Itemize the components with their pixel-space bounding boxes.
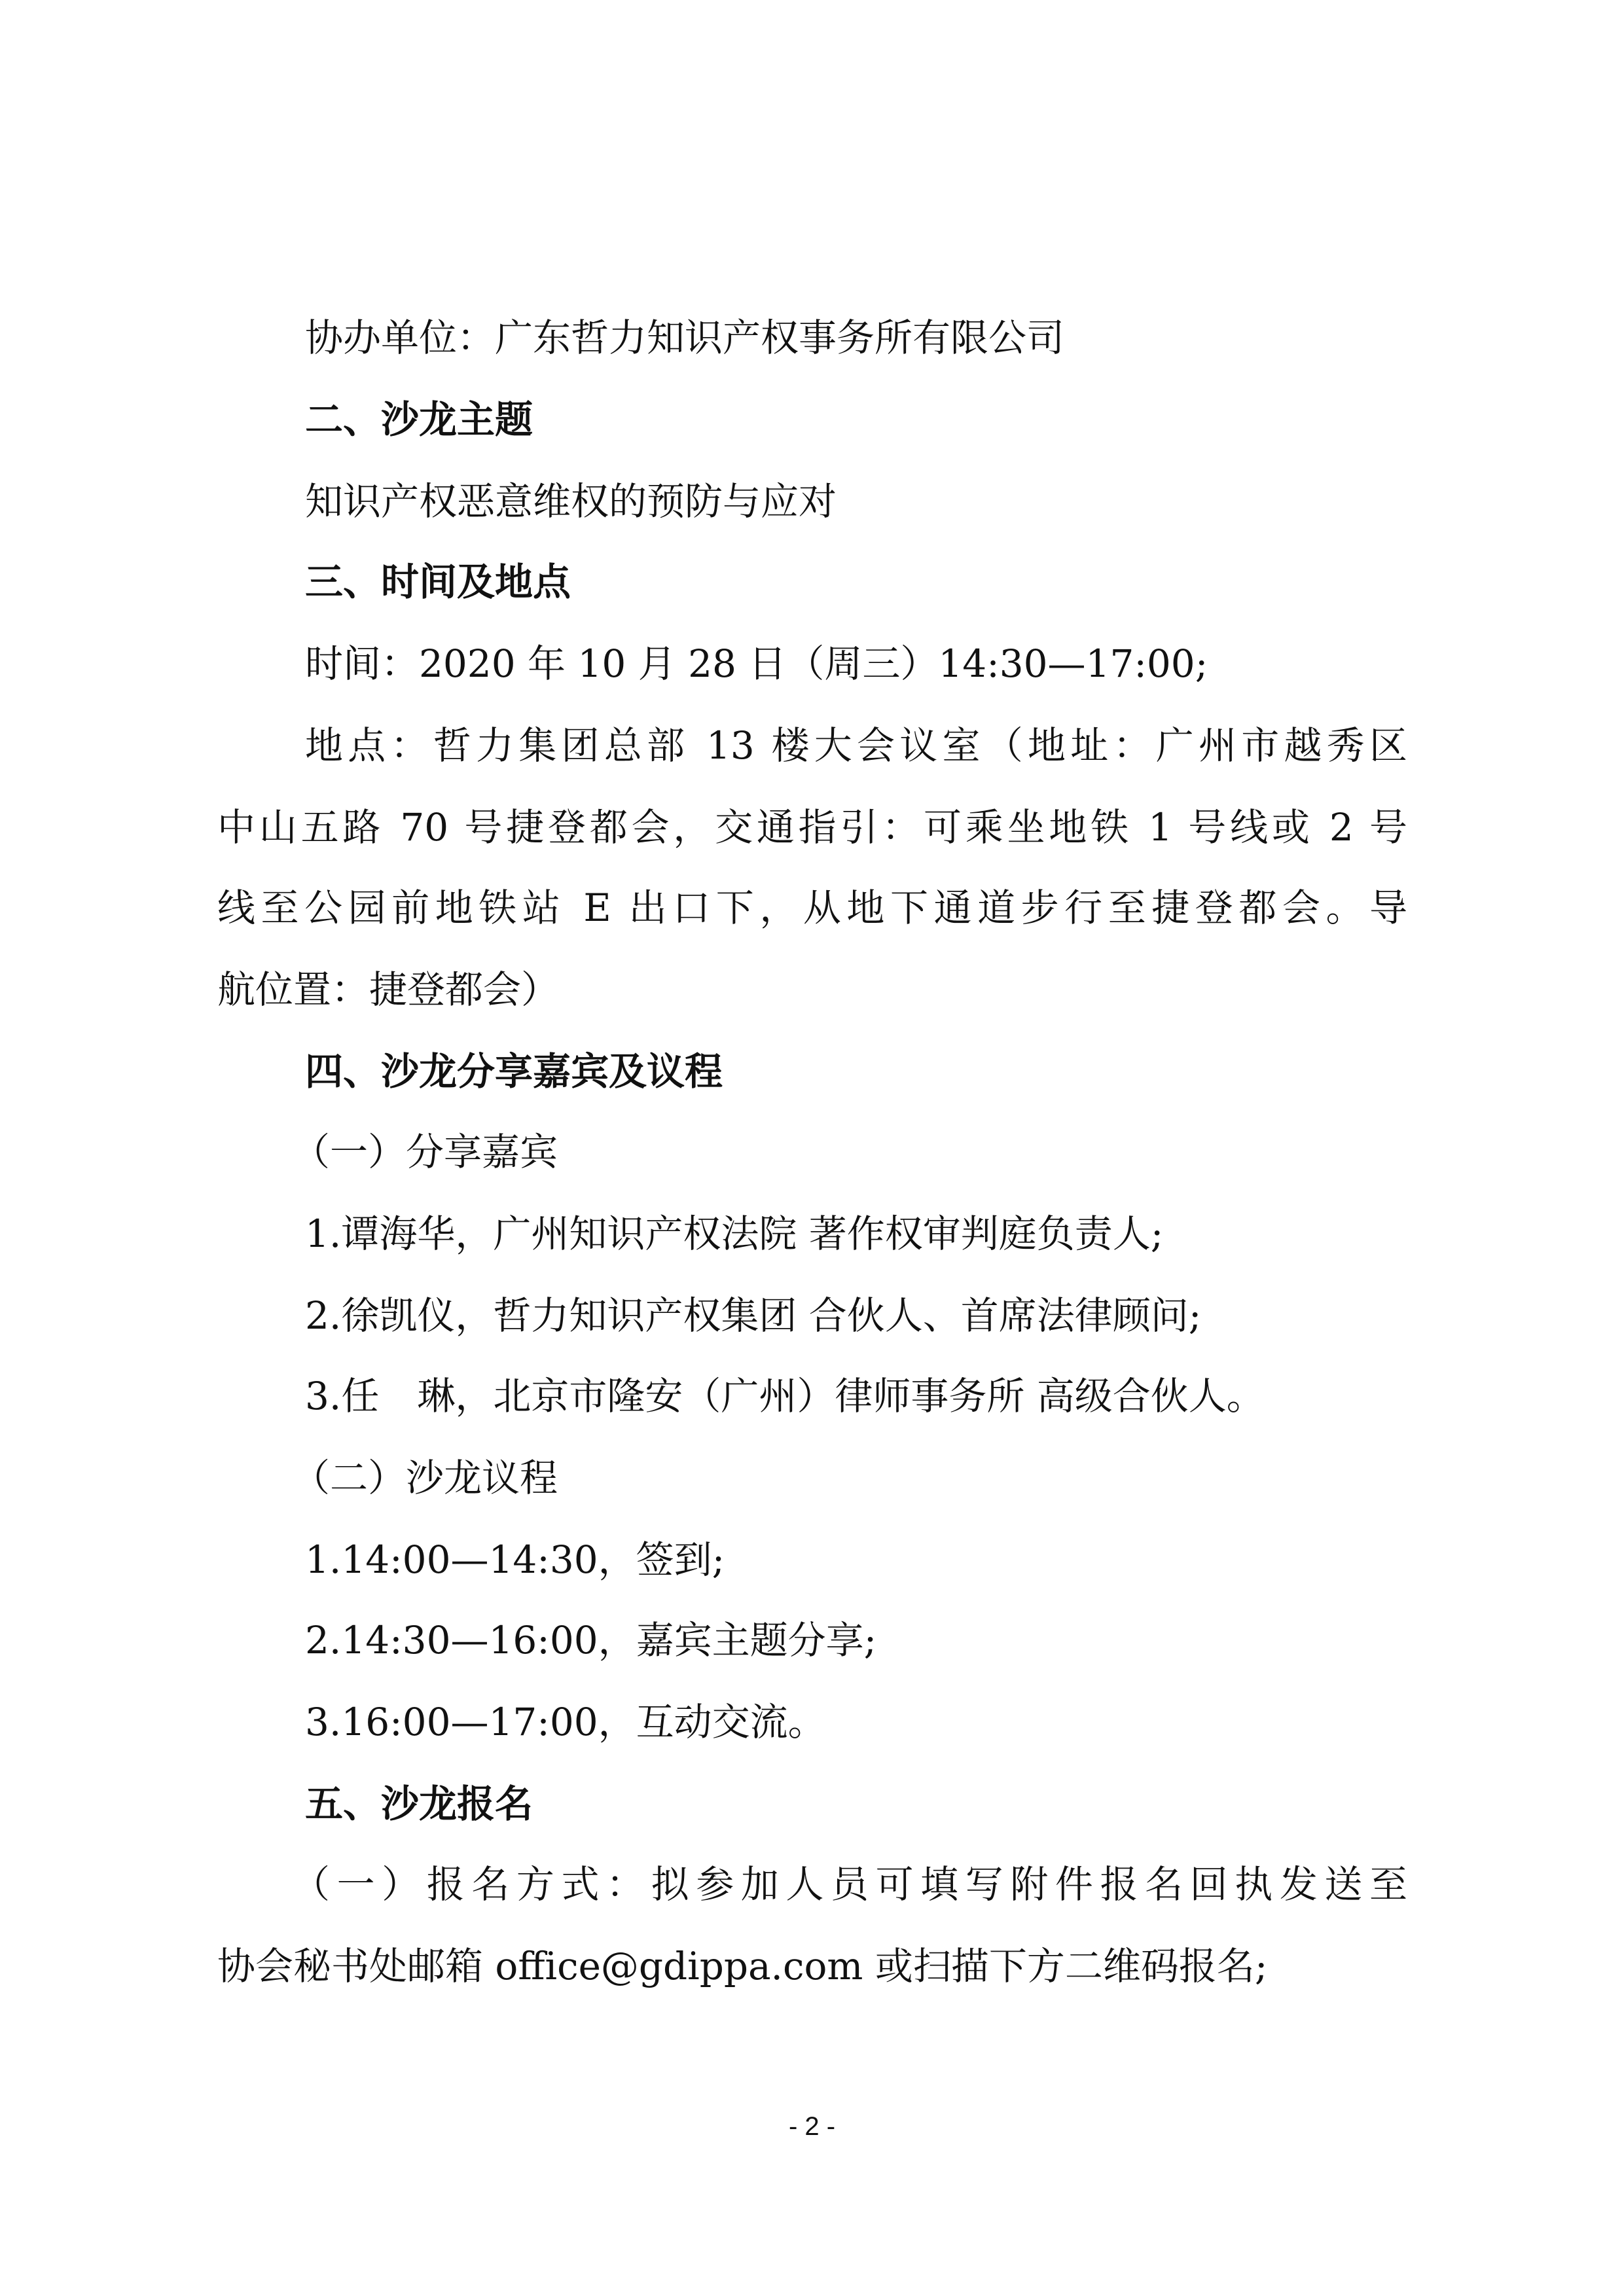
agenda-item-1: 1.14:00—14:30，签到;	[305, 1537, 725, 1582]
guest-item-3: 3.任 琳，北京市隆安（广州）律师事务所 高级合伙人。	[305, 1374, 1265, 1418]
agenda-subheading: （二）沙龙议程	[292, 1456, 558, 1500]
guest-item-2: 2.徐凯仪，哲力知识产权集团 合伙人、首席法律顾问;	[305, 1293, 1202, 1338]
time-line: 时间：2020 年 10 月 28 日（周三）14:30—17:00;	[305, 641, 1208, 686]
location-line-3: 线至公园前地铁站 E 出口下，从地下通道步行至捷登都会。导	[217, 886, 1407, 930]
section-5-heading: 五、沙龙报名	[305, 1782, 533, 1826]
location-line-2: 中山五路 70 号捷登都会，交通指引：可乘坐地铁 1 号线或 2 号	[217, 805, 1407, 850]
co-organizer-line: 协办单位：广东哲力知识产权事务所有限公司	[305, 315, 1065, 360]
section-2-heading: 二、沙龙主题	[305, 397, 533, 442]
location-line-1: 地点：哲力集团总部 13 楼大会议室（地址：广州市越秀区	[305, 723, 1407, 768]
signup-line-1: （一）报名方式：拟参加人员可填写附件报名回执发送至	[292, 1862, 1407, 1907]
page-number: - 2 -	[788, 2112, 836, 2141]
section-3-heading: 三、时间及地点	[305, 560, 571, 604]
agenda-item-3: 3.16:00—17:00，互动交流。	[305, 1700, 826, 1744]
salon-topic-line: 知识产权恶意维权的预防与应对	[305, 479, 837, 524]
guests-subheading: （一）分享嘉宾	[292, 1130, 558, 1174]
section-4-heading: 四、沙龙分享嘉宾及议程	[305, 1049, 723, 1094]
location-line-4: 航位置：捷登都会）	[217, 967, 560, 1012]
agenda-item-2: 2.14:30—16:00，嘉宾主题分享;	[305, 1618, 877, 1662]
signup-line-2: 协会秘书处邮箱 office@gdippa.com 或扫描下方二维码报名;	[217, 1944, 1268, 1988]
guest-item-1: 1.谭海华，广州知识产权法院 著作权审判庭负责人;	[305, 1211, 1164, 1256]
